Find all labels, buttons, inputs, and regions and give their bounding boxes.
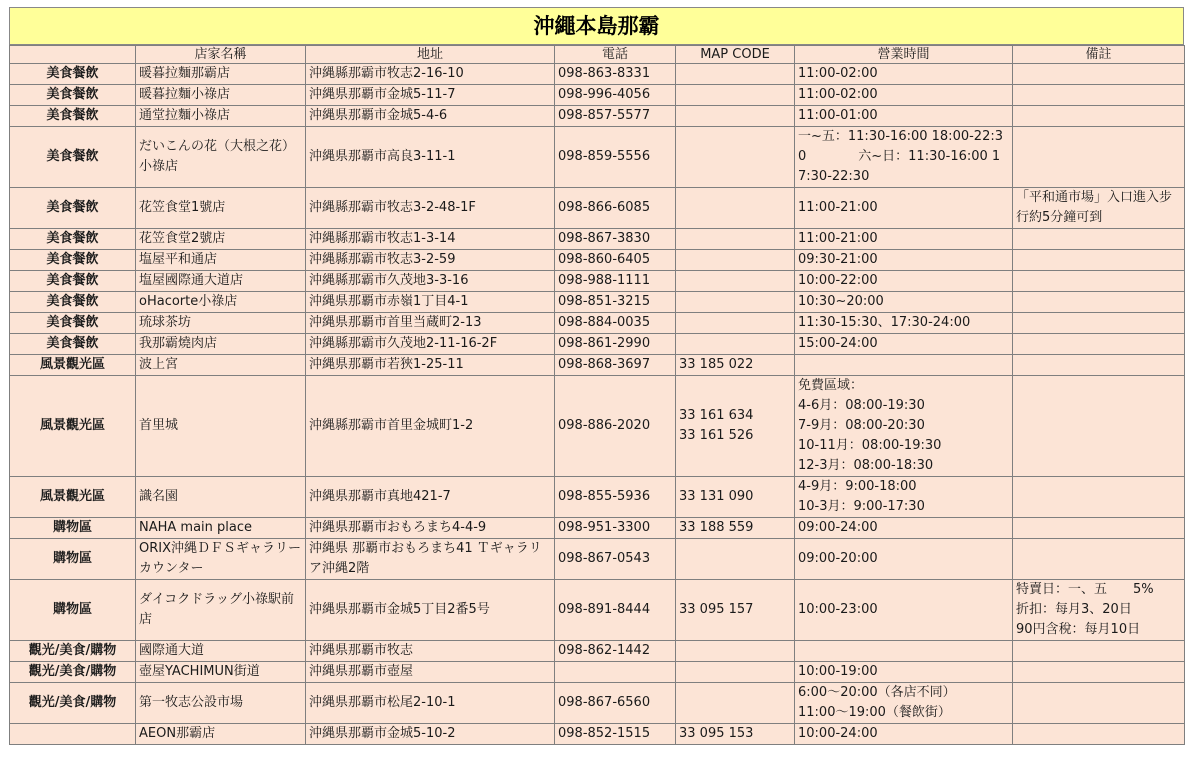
hours-cell[interactable]: 11:30-15:30、17:30-24:00 <box>795 313 1013 334</box>
name-cell[interactable]: 塩屋國際通大道店 <box>136 271 306 292</box>
spreadsheet <box>9 7 1184 745</box>
mapcode-cell[interactable] <box>676 106 795 127</box>
table-row <box>10 85 1185 106</box>
phone-cell[interactable]: 098-855-5936 <box>555 477 676 518</box>
category-cell[interactable]: 風景觀光區 <box>10 477 136 518</box>
name-cell[interactable]: 琉球茶坊 <box>136 313 306 334</box>
name-cell[interactable]: 識名園 <box>136 477 306 518</box>
phone-cell[interactable]: 098-857-5577 <box>555 106 676 127</box>
address-cell[interactable]: 沖縄縣那霸市牧志3-2-48-1F <box>306 188 555 229</box>
table-row <box>10 355 1185 376</box>
phone-cell[interactable]: 098-988-1111 <box>555 271 676 292</box>
store-table <box>9 45 1185 745</box>
table-body <box>10 64 1185 745</box>
table-row <box>10 127 1185 188</box>
mapcode-cell[interactable]: 33 095 153 <box>676 724 795 745</box>
notes-cell[interactable] <box>1013 376 1185 477</box>
phone-cell[interactable]: 098-868-3697 <box>555 355 676 376</box>
hours-cell[interactable]: 09:00-24:00 <box>795 518 1013 539</box>
address-cell[interactable]: 沖縄県那覇市真地421-7 <box>306 477 555 518</box>
phone-cell[interactable]: 098-851-3215 <box>555 292 676 313</box>
mapcode-cell[interactable] <box>676 229 795 250</box>
hours-cell[interactable]: 09:00-20:00 <box>795 539 1013 580</box>
notes-cell[interactable] <box>1013 313 1185 334</box>
category-cell[interactable]: 風景觀光區 <box>10 355 136 376</box>
address-cell[interactable]: 沖縄縣那霸市牧志3-2-59 <box>306 250 555 271</box>
table-row <box>10 106 1185 127</box>
mapcode-cell[interactable]: 33 188 559 <box>676 518 795 539</box>
phone-cell[interactable]: 098-859-5556 <box>555 127 676 188</box>
notes-cell[interactable] <box>1013 539 1185 580</box>
phone-cell[interactable]: 098-862-1442 <box>555 641 676 662</box>
category-cell[interactable]: 美食餐飲 <box>10 85 136 106</box>
hours-cell[interactable]: 10:30~20:00 <box>795 292 1013 313</box>
header-name: 店家名稱 <box>136 46 306 64</box>
mapcode-cell[interactable] <box>676 250 795 271</box>
hours-cell[interactable]: 15:00-24:00 <box>795 334 1013 355</box>
mapcode-cell[interactable] <box>676 683 795 724</box>
name-cell[interactable]: oHacorte小祿店 <box>136 292 306 313</box>
name-cell[interactable]: だいこんの花（大根之花）小祿店 <box>136 127 306 188</box>
header-row <box>10 46 1185 64</box>
address-cell[interactable]: 沖縄県那覇市赤嶺1丁目4-1 <box>306 292 555 313</box>
phone-cell[interactable]: 098-861-2990 <box>555 334 676 355</box>
mapcode-cell[interactable]: 33 161 634 33 161 526 <box>676 376 795 477</box>
notes-cell[interactable] <box>1013 85 1185 106</box>
table-row <box>10 271 1185 292</box>
address-cell[interactable]: 沖縄県那覇市若狹1-25-11 <box>306 355 555 376</box>
category-cell[interactable]: 購物區 <box>10 518 136 539</box>
phone-cell[interactable]: 098-867-0543 <box>555 539 676 580</box>
notes-cell[interactable]: 特賣日：一、五 5% 折扣：每月3、20日 90円含稅：每月10日 <box>1013 580 1185 641</box>
sheet-title: 沖繩本島那霸 <box>9 7 1184 45</box>
notes-cell[interactable] <box>1013 518 1185 539</box>
name-cell[interactable]: AEON那霸店 <box>136 724 306 745</box>
notes-cell[interactable] <box>1013 683 1185 724</box>
address-cell[interactable]: 沖縄県那覇市高良3-11-1 <box>306 127 555 188</box>
mapcode-cell[interactable]: 33 095 157 <box>676 580 795 641</box>
name-cell[interactable]: 壺屋YACHIMUN街道 <box>136 662 306 683</box>
address-cell[interactable]: 沖縄縣那霸市牧志1-3-14 <box>306 229 555 250</box>
phone-cell[interactable]: 098-860-6405 <box>555 250 676 271</box>
category-cell[interactable]: 觀光/美食/購物 <box>10 662 136 683</box>
notes-cell[interactable] <box>1013 229 1185 250</box>
category-cell[interactable]: 美食餐飲 <box>10 271 136 292</box>
name-cell[interactable]: 暖暮拉麵小祿店 <box>136 85 306 106</box>
category-cell[interactable]: 美食餐飲 <box>10 250 136 271</box>
phone-cell[interactable]: 098-863-8331 <box>555 64 676 85</box>
phone-cell[interactable]: 098-996-4056 <box>555 85 676 106</box>
hours-cell[interactable]: 11:00-02:00 <box>795 85 1013 106</box>
hours-cell[interactable]: 11:00-21:00 <box>795 188 1013 229</box>
name-cell[interactable]: 首里城 <box>136 376 306 477</box>
table-row <box>10 64 1185 85</box>
address-cell[interactable]: 沖縄縣那霸市首里金城町1-2 <box>306 376 555 477</box>
hours-cell[interactable] <box>795 355 1013 376</box>
table-row <box>10 334 1185 355</box>
phone-cell[interactable] <box>555 662 676 683</box>
table-row <box>10 518 1185 539</box>
category-cell[interactable]: 美食餐飲 <box>10 229 136 250</box>
notes-cell[interactable] <box>1013 355 1185 376</box>
name-cell[interactable]: 國際通大道 <box>136 641 306 662</box>
hours-cell[interactable]: 09:30-21:00 <box>795 250 1013 271</box>
mapcode-cell[interactable] <box>676 271 795 292</box>
table-row <box>10 477 1185 518</box>
notes-cell[interactable] <box>1013 106 1185 127</box>
mapcode-cell[interactable] <box>676 85 795 106</box>
name-cell[interactable]: ORIX沖縄ＤＦＳギャラリーカウンター <box>136 539 306 580</box>
table-row <box>10 724 1185 745</box>
phone-cell[interactable]: 098-867-3830 <box>555 229 676 250</box>
category-cell[interactable]: 美食餐飲 <box>10 292 136 313</box>
name-cell[interactable]: 我那霸燒肉店 <box>136 334 306 355</box>
address-cell[interactable]: 沖縄県那覇市金城5-10-2 <box>306 724 555 745</box>
hours-cell[interactable]: 11:00-21:00 <box>795 229 1013 250</box>
header-mapcode: MAP CODE <box>676 46 795 64</box>
hours-cell[interactable] <box>795 641 1013 662</box>
address-cell[interactable]: 沖縄縣那霸市久茂地3-3-16 <box>306 271 555 292</box>
name-cell[interactable]: ダイコクドラッグ小祿駅前店 <box>136 580 306 641</box>
name-cell[interactable]: 花笠食堂2號店 <box>136 229 306 250</box>
phone-cell[interactable]: 098-951-3300 <box>555 518 676 539</box>
table-row <box>10 229 1185 250</box>
hours-cell[interactable]: 10:00-22:00 <box>795 271 1013 292</box>
notes-cell[interactable] <box>1013 662 1185 683</box>
phone-cell[interactable]: 098-866-6085 <box>555 188 676 229</box>
address-cell[interactable]: 沖縄県那覇市金城5丁目2番5号 <box>306 580 555 641</box>
table-row <box>10 580 1185 641</box>
notes-cell[interactable] <box>1013 334 1185 355</box>
header-phone: 電話 <box>555 46 676 64</box>
category-cell[interactable]: 美食餐飲 <box>10 334 136 355</box>
name-cell[interactable]: 波上宮 <box>136 355 306 376</box>
hours-cell[interactable]: 一~五：11:30-16:00 18:00-22:30 六~日：11:30-16:00 17:30-22:30 <box>795 127 1013 188</box>
notes-cell[interactable]: 「平和通市場」入口進入步行約5分鐘可到 <box>1013 188 1185 229</box>
mapcode-cell[interactable] <box>676 313 795 334</box>
mapcode-cell[interactable] <box>676 292 795 313</box>
table-row <box>10 313 1185 334</box>
hours-cell[interactable]: 11:00-02:00 <box>795 64 1013 85</box>
phone-cell[interactable]: 098-886-2020 <box>555 376 676 477</box>
table-row <box>10 539 1185 580</box>
category-cell[interactable]: 購物區 <box>10 539 136 580</box>
category-cell[interactable]: 觀光/美食/購物 <box>10 641 136 662</box>
name-cell[interactable]: 塩屋平和通店 <box>136 250 306 271</box>
hours-cell[interactable]: 免費區域： 4-6月：08:00-19:30 7-9月：08:00-20:30 10-11月：08:00-19:30 12-3月：08:00-18:30 <box>795 376 1013 477</box>
category-cell[interactable]: 美食餐飲 <box>10 106 136 127</box>
category-cell[interactable]: 購物區 <box>10 580 136 641</box>
header-address: 地址 <box>306 46 555 64</box>
table-row <box>10 376 1185 477</box>
header-notes: 備註 <box>1013 46 1185 64</box>
notes-cell[interactable] <box>1013 641 1185 662</box>
name-cell[interactable]: 第一牧志公設市場 <box>136 683 306 724</box>
address-cell[interactable]: 沖縄県那覇市首里当蔵町2-13 <box>306 313 555 334</box>
address-cell[interactable]: 沖縄県那覇市おもろまち4-4-9 <box>306 518 555 539</box>
mapcode-cell[interactable] <box>676 127 795 188</box>
table-row <box>10 683 1185 724</box>
hours-cell[interactable]: 10:00-24:00 <box>795 724 1013 745</box>
category-cell[interactable]: 風景觀光區 <box>10 376 136 477</box>
notes-cell[interactable] <box>1013 271 1185 292</box>
address-cell[interactable]: 沖縄県那覇市金城5-11-7 <box>306 85 555 106</box>
hours-cell[interactable]: 11:00-01:00 <box>795 106 1013 127</box>
mapcode-cell[interactable] <box>676 188 795 229</box>
mapcode-cell[interactable] <box>676 539 795 580</box>
name-cell[interactable]: NAHA main place <box>136 518 306 539</box>
notes-cell[interactable] <box>1013 64 1185 85</box>
phone-cell[interactable]: 098-891-8444 <box>555 580 676 641</box>
phone-cell[interactable]: 098-867-6560 <box>555 683 676 724</box>
category-cell[interactable] <box>10 724 136 745</box>
notes-cell[interactable] <box>1013 250 1185 271</box>
phone-cell[interactable]: 098-884-0035 <box>555 313 676 334</box>
hours-cell[interactable]: 10:00-19:00 <box>795 662 1013 683</box>
mapcode-cell[interactable] <box>676 641 795 662</box>
mapcode-cell[interactable]: 33 185 022 <box>676 355 795 376</box>
table-row <box>10 641 1185 662</box>
category-cell[interactable]: 美食餐飲 <box>10 64 136 85</box>
table-row <box>10 188 1185 229</box>
table-row <box>10 662 1185 683</box>
table-row <box>10 292 1185 313</box>
header-hours: 營業時間 <box>795 46 1013 64</box>
mapcode-cell[interactable]: 33 131 090 <box>676 477 795 518</box>
address-cell[interactable]: 沖縄県那覇市壺屋 <box>306 662 555 683</box>
hours-cell[interactable]: 6:00～20:00（各店不同） 11:00～19:00（餐飲街） <box>795 683 1013 724</box>
name-cell[interactable]: 花笠食堂1號店 <box>136 188 306 229</box>
name-cell[interactable]: 暖暮拉麵那霸店 <box>136 64 306 85</box>
hours-cell[interactable]: 4-9月：9:00-18:00 10-3月：9:00-17:30 <box>795 477 1013 518</box>
phone-cell[interactable]: 098-852-1515 <box>555 724 676 745</box>
table-row <box>10 250 1185 271</box>
category-cell[interactable]: 美食餐飲 <box>10 313 136 334</box>
category-cell[interactable]: 美食餐飲 <box>10 188 136 229</box>
address-cell[interactable]: 沖縄県那覇市松尾2-10-1 <box>306 683 555 724</box>
category-cell[interactable]: 觀光/美食/購物 <box>10 683 136 724</box>
mapcode-cell[interactable] <box>676 334 795 355</box>
notes-cell[interactable] <box>1013 477 1185 518</box>
category-cell[interactable]: 美食餐飲 <box>10 127 136 188</box>
name-cell[interactable]: 通堂拉麵小祿店 <box>136 106 306 127</box>
mapcode-cell[interactable] <box>676 662 795 683</box>
notes-cell[interactable] <box>1013 127 1185 188</box>
notes-cell[interactable] <box>1013 292 1185 313</box>
address-cell[interactable]: 沖縄県那覇市金城5-4-6 <box>306 106 555 127</box>
mapcode-cell[interactable] <box>676 64 795 85</box>
hours-cell[interactable]: 10:00-23:00 <box>795 580 1013 641</box>
notes-cell[interactable] <box>1013 724 1185 745</box>
address-cell[interactable]: 沖縄県 那覇市おもろまち41 Ｔギャラリア沖縄2階 <box>306 539 555 580</box>
address-cell[interactable]: 沖縄県那覇市牧志 <box>306 641 555 662</box>
address-cell[interactable]: 沖縄縣那霸市久茂地2-11-16-2F <box>306 334 555 355</box>
address-cell[interactable]: 沖縄縣那霸市牧志2-16-10 <box>306 64 555 85</box>
header-category <box>10 46 136 64</box>
